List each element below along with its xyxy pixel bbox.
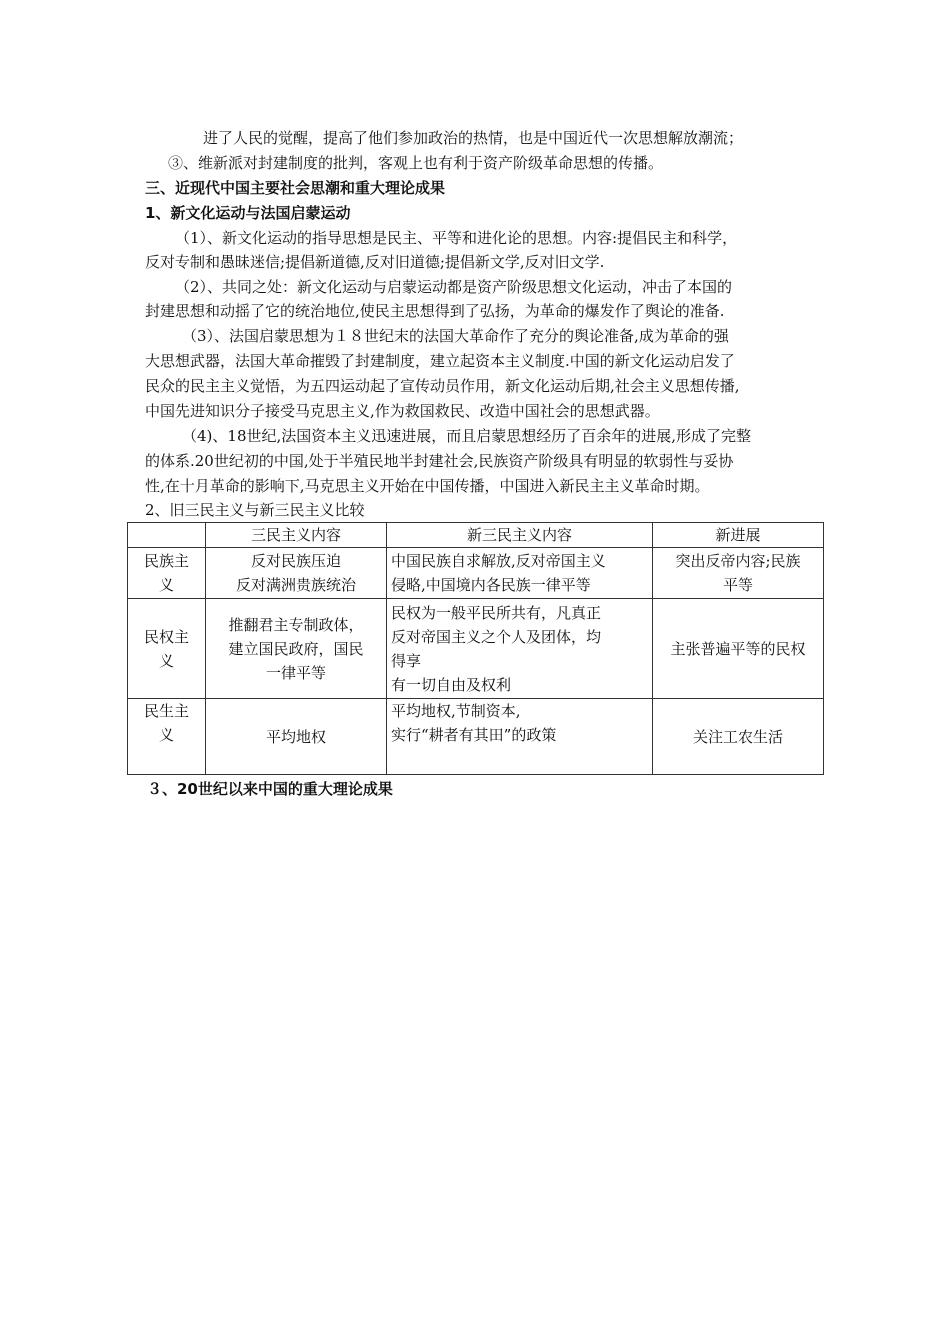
- cell-text: 义: [158, 576, 174, 594]
- cell-text: 中国民族自求解放,反对帝国主义: [391, 552, 606, 570]
- cell-text: 建立国民政府，国民: [228, 639, 364, 658]
- table-row: [128, 599, 824, 699]
- old-content-cell: [206, 599, 387, 699]
- subsection-heading: ３、20世纪以来中国的重大理论成果: [147, 780, 393, 798]
- cell-text: 反对帝国主义之个人及团体，均: [391, 627, 602, 646]
- progress-cell: [653, 548, 824, 599]
- cell-text: 民权为一般平民所共有，凡真正: [391, 603, 602, 622]
- cell-text: 实行“耕者有其田”的政策: [391, 726, 557, 744]
- cell-text: 反对民族压迫: [250, 552, 341, 570]
- cell-text: 侵略,中国境内各民族一律平等: [391, 576, 591, 594]
- new-content-cell: [387, 599, 653, 699]
- header-cell: 新三民主义内容: [387, 523, 653, 548]
- cell-text: 关注工农生活: [692, 727, 783, 746]
- paragraph-line: 民众的民主主义觉悟，为五四运动起了宣传动员作用，新文化运动后期,社会主义思想传播,: [145, 377, 740, 395]
- progress-cell: [653, 699, 824, 775]
- cell-text: 得享: [391, 651, 422, 670]
- header-cell: [128, 523, 206, 548]
- cell-text: 民生主: [143, 702, 189, 720]
- paragraph-line: 进了人民的觉醒，提高了他们参加政治的热情，也是中国近代一次思想解放潮流；: [203, 129, 744, 147]
- cell-text: 推翻君主专制政体，: [228, 615, 364, 634]
- paragraph-line: 中国先进知识分子接受马克思主义,作为救国救民、改造中国社会的思想武器。: [145, 402, 660, 420]
- table-row: [128, 548, 824, 599]
- header-cell: 新进展: [653, 523, 824, 548]
- row-name-cell: [128, 699, 206, 775]
- cell-text: 平等: [722, 576, 753, 594]
- cell-text: 反对满洲贵族统治: [235, 576, 356, 594]
- progress-cell: [653, 599, 824, 699]
- comparison-table: [127, 522, 824, 775]
- paragraph-line: （3）、法国启蒙思想为１８世纪末的法国大革命作了充分的舆论准备,成为革命的强: [182, 327, 729, 345]
- row-name-cell: [128, 548, 206, 599]
- paragraph-line: 性,在十月革命的影响下,马克思主义开始在中国传播，中国进入新民主主义革命时期。: [145, 477, 710, 495]
- table-header-row: [128, 523, 824, 548]
- cell-text: 民权主: [143, 627, 189, 646]
- cell-text: 主张普遍平等的民权: [670, 639, 806, 658]
- subsection-heading: 1、新文化运动与法国启蒙运动: [145, 204, 351, 222]
- cell-text: 突出反帝内容;民族: [675, 552, 801, 570]
- paragraph-line: 的体系.20世纪初的中国,处于半殖民地半封建社会,民族资产阶级具有明显的软弱性与妥协: [145, 452, 734, 470]
- cell-text: 民族主: [143, 552, 189, 570]
- paragraph-line: ③、维新派对封建制度的批判，客观上也有利于资产阶级革命思想的传播。: [168, 154, 664, 172]
- new-content-cell: [387, 699, 653, 775]
- cell-text: 一律平等: [265, 663, 326, 682]
- old-content-cell: [206, 699, 387, 775]
- paragraph-line: （1）、新文化运动的指导思想是民主、平等和进化论的思想。内容:提倡民主和科学，: [175, 229, 738, 247]
- header-cell: 三民主义内容: [206, 523, 387, 548]
- table-row: [128, 699, 824, 775]
- table-caption: 2、旧三民主义与新三民主义比较: [145, 501, 365, 519]
- cell-text: 义: [158, 651, 174, 670]
- paragraph-line: （2）、共同之处：新文化运动与启蒙运动都是资产阶级思想文化运动，冲击了本国的: [175, 278, 733, 296]
- paragraph-line: （4)、18世纪,法国资本主义迅速进展，而且启蒙思想经历了百余年的进展,形成了完整: [182, 427, 752, 445]
- old-content-cell: [206, 548, 387, 599]
- cell-text: 义: [158, 726, 174, 744]
- row-name-cell: [128, 599, 206, 699]
- cell-text: 平均地权: [265, 727, 326, 746]
- paragraph-line: 大思想武器，法国大革命摧毁了封建制度，建立起资本主义制度.中国的新文化运动启发了: [145, 352, 735, 370]
- section-heading: 三、近现代中国主要社会思潮和重大理论成果: [145, 179, 446, 197]
- new-content-cell: [387, 548, 653, 599]
- cell-text: 有一切自由及权利: [391, 675, 512, 694]
- paragraph-line: 反对专制和愚昧迷信;提倡新道德,反对旧道德;提倡新文学,反对旧文学.: [145, 253, 605, 271]
- paragraph-line: 封建思想和动摇了它的统治地位,使民主思想得到了弘扬，为革命的爆发作了舆论的准备.: [145, 302, 725, 320]
- cell-text: 平均地权,节制资本,: [391, 702, 521, 720]
